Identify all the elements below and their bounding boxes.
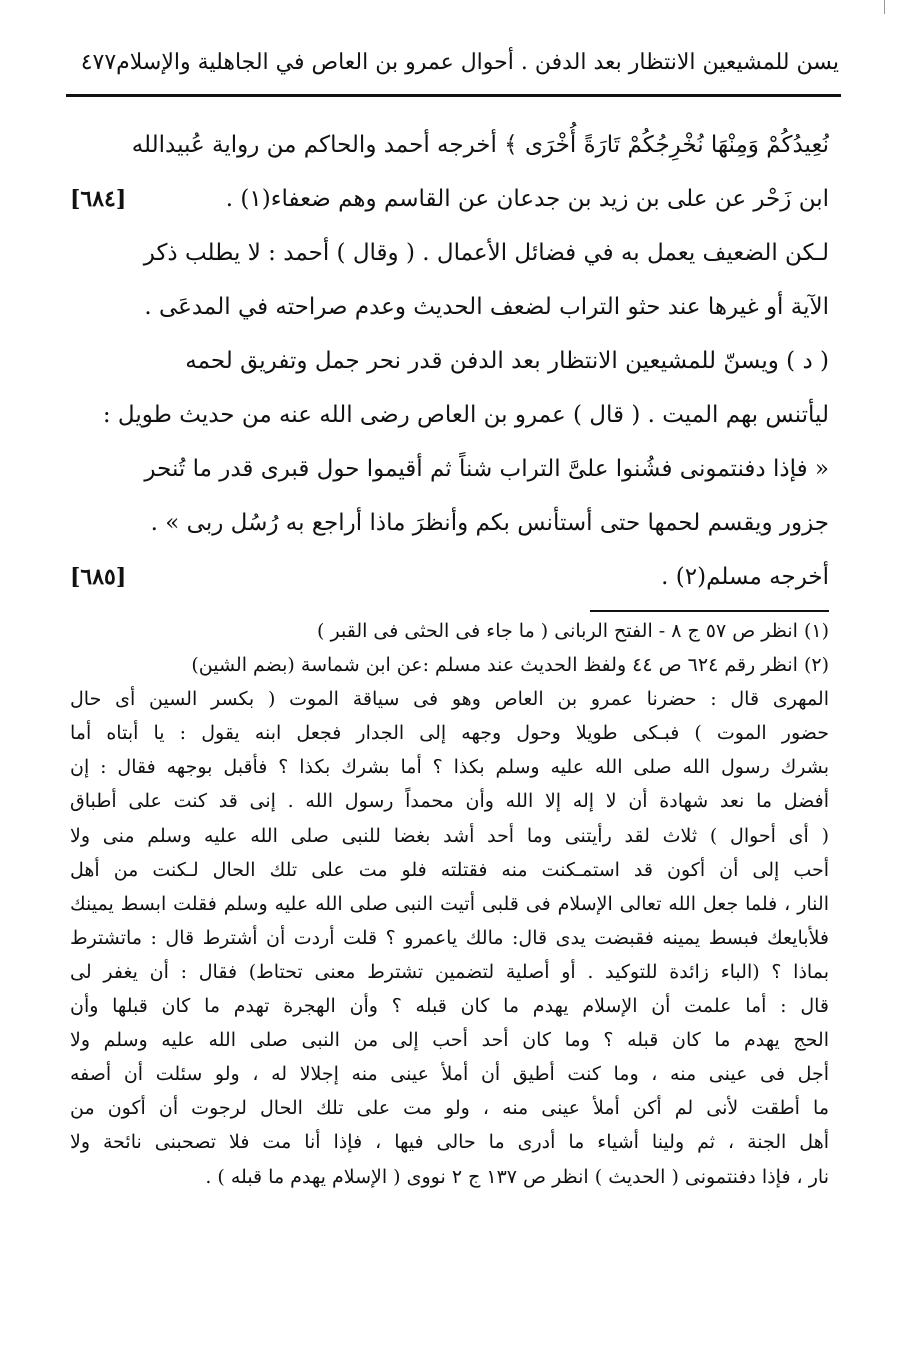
footnote-line: بشرك رسول الله صلى الله عليه وسلم بكذا ؟ أما بشرك بكذا ؟ فأقبل بوجهه فقال : إن — [70, 756, 829, 779]
main-text — [70, 118, 829, 604]
footnote-line: المهرى قال : حضرنا عمرو بن العاص وهو فى سياقة الموت ( بكسر السين أى حال — [70, 688, 829, 711]
text-line — [70, 388, 829, 442]
footnote-line: بماذا ؟ (الباء زائدة للتوكيد . أو أصلية لتضمين تشترط معنى تحتاط) فقال : أن يغفر لى — [70, 960, 829, 983]
text-line-content: نُعِيدُكُمْ وَمِنْهَا نُخْرِجُكُمْ تَارَةً أُخْرَى ﴾ أخرجه أحمد والحاكم من رواية عُبيدالله — [131, 132, 829, 158]
text-line-content: « فإذا دفنتمونى فشُنوا علىَّ التراب شناً ثم أقيموا حول قبرى قدر ما تُنحر — [144, 456, 829, 482]
text-line — [70, 172, 829, 226]
page-edge-mark — [884, 0, 885, 14]
footnote-line: أحب إلى أن أكون قد استمـكنت منه فقتلته فلو مت على تلك الحال لـكنت من أهل — [70, 858, 829, 881]
text-line-content: الآية أو غيرها عند حثو التراب لضعف الحديث وعدم صراحته في المدعَى . — [144, 294, 829, 320]
text-line — [70, 226, 829, 280]
text-line-content: أخرجه مسلم(٢) . — [661, 564, 829, 590]
footnote-line: فلأبايعك فبسط يمينه فقبضت يدى قال: مالك ياعمرو ؟ قلت أردت أن أشترط قال : ماتشترط — [70, 926, 829, 949]
text-line-content: ابن زَحْر عن على بن زيد بن جدعان عن القاسم وهم ضعفاء(١) . — [225, 186, 829, 212]
running-header — [62, 40, 839, 86]
footnote-line: ما أطقت لأنى لم أكن أملأ عينى منه ، ولو مت على تلك الحال لرجوت أن أكون من — [70, 1097, 829, 1120]
footnote-line: ( أى أحوال ) ثلاث لقد رأيتنى وما أحد أشد بغضا للنبى صلى الله عليه وسلم منى ولا — [70, 824, 829, 847]
footnote-rule — [590, 610, 829, 612]
text-line-content: ( د ) ويسنّ للمشيعين الانتظار بعد الدفن قدر نحر جمل وتفريق لحمه — [185, 348, 829, 374]
hadith-number: [٦٨٥] — [70, 564, 127, 590]
footnote-line: النار ، فلما جعل الله تعالى الإسلام فى قلبى أتيت النبى صلى الله عليه وسلم فقلت ابسط يمينك — [70, 892, 829, 915]
footnote-line: قال : أما علمت أن الإسلام يهدم ما كان قبله ؟ وأن الهجرة تهدم ما كان قبلها وأن — [70, 995, 829, 1018]
hadith-number: [٦٨٤] — [70, 186, 127, 212]
text-line — [70, 280, 829, 334]
footnote-line: أهل الجنة ، ثم ولينا أشياء ما أدرى ما حالى فيها ، فإذا أنا مت فلا تصحبنى نائحة ولا — [70, 1131, 829, 1154]
text-line — [70, 496, 829, 550]
page-number: ٤٧٧ — [80, 50, 117, 75]
text-line — [70, 334, 829, 388]
header-title: يسن للمشيعين الانتظار بعد الدفن . أحوال عمرو بن العاص في الجاهلية والإسلام — [116, 50, 839, 75]
text-line — [70, 118, 829, 172]
text-line — [70, 550, 829, 604]
footnote-line: (٢) انظر رقم ٦٢٤ ص ٤٤ ولفظ الحديث عند مسلم :عن ابن شماسة (بضم الشين) — [191, 654, 829, 677]
footnote-line: أفضل ما نعد شهادة أن لا إله إلا الله وأن محمداً رسول الله . إنى قد كنت على أطباق — [70, 790, 829, 813]
text-line-content: ليأتنس بهم الميت . ( قال ) عمرو بن العاص رضى الله عنه من حديث طويل : — [102, 402, 829, 428]
footnote-line: (١) انظر ص ٥٧ ج ٨ - الفتح الربانى ( ما جاء فى الحثى فى القبر ) — [317, 620, 829, 642]
text-line — [70, 442, 829, 496]
footnote-line: الحج يهدم ما كان قبله ؟ وما كان أحد أحب إلى من النبى صلى الله عليه وسلم ولا — [70, 1029, 829, 1052]
footnotes — [70, 614, 829, 1194]
footnote-line: أجل فى عينى منه ، وما كنت أطيق أن أملأ عينى منه إجلالا له ، ولو سئلت أن أصفه — [70, 1063, 829, 1086]
footnote-line: نار ، فإذا دفنتمونى ( الحديث ) انظر ص ١٣٧ ج ٢ نووى ( الإسلام يهدم ما قبله ) . — [205, 1165, 829, 1188]
text-line-content: جزور ويقسم لحمها حتى أستأنس بكم وأنظرَ ماذا أراجع به رُسُل ربى » . — [150, 510, 829, 536]
text-line-content: لـكن الضعيف يعمل به في فضائل الأعمال . ( وقال ) أحمد : لا يطلب ذكر — [143, 240, 829, 266]
header-rule — [66, 94, 841, 97]
footnote-line: حضور الموت ) فبـكى طويلا وحول وجهه إلى الجدار فجعل ابنه يقول : يا أبتاه أما — [70, 722, 829, 745]
